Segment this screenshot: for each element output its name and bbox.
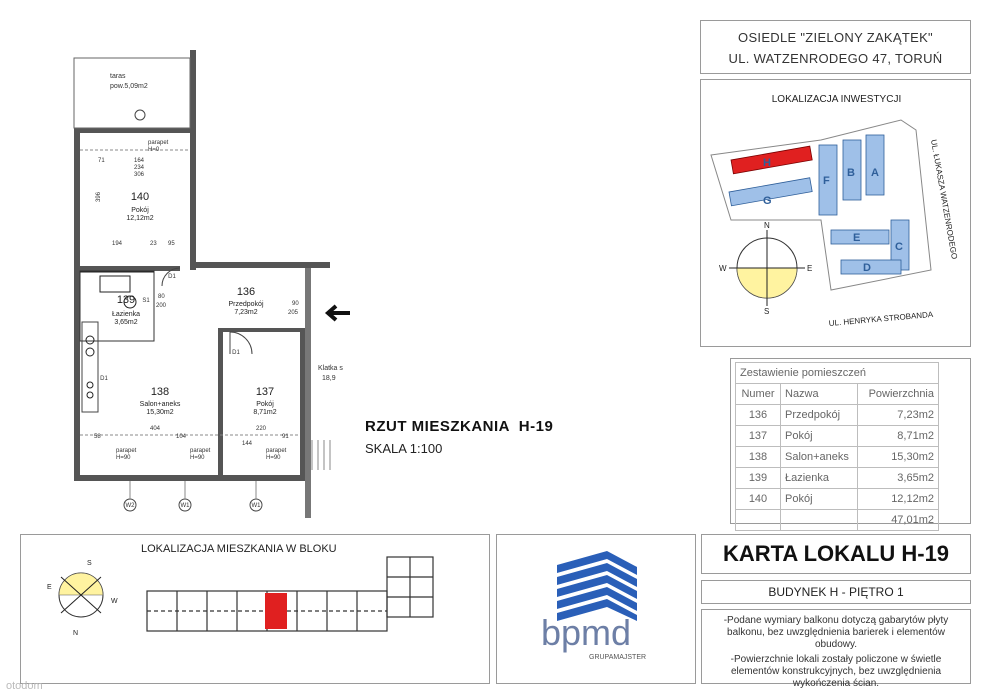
room-name: Przedpokój (228, 301, 264, 308)
street-label: UL. HENRYKA STROBANDA (828, 309, 934, 328)
room-area: 7,23m2 (234, 309, 258, 316)
window-tag: W1 (180, 503, 190, 509)
note-text: -Podane wymiary balkonu dotyczą gabarytów płyty balkonu, bez uwzględnienia barierek i elementów obudowy. (723, 615, 949, 650)
room-number-cell: 137 (736, 426, 781, 447)
logo-panel (496, 534, 696, 684)
column-header: Powierzchnia (858, 384, 939, 405)
parapet-height: H=90 (116, 455, 131, 461)
building-floor: BUDYNEK H - PIĘTRO 1 (768, 585, 904, 599)
dim-text: 95 (168, 241, 175, 247)
building-label: H (763, 157, 771, 169)
watermark: otodom (6, 680, 43, 692)
dim-text: 71 (98, 158, 105, 164)
room-number: 137 (255, 386, 275, 398)
room-area: 15,30m2 (146, 409, 174, 416)
card-title-box (701, 534, 971, 574)
compass-s: S (87, 560, 92, 567)
plan-scale: SKALA 1:100 (365, 441, 443, 456)
terrace-area: pow.5,09m2 (110, 83, 148, 90)
parapet-label: parapet (116, 448, 137, 454)
estate-name: OSIEDLE "ZIELONY ZAKĄTEK" (738, 30, 933, 45)
table-row (736, 405, 939, 426)
dim-text: 23 (150, 241, 157, 247)
dim-text: 164 (134, 158, 145, 164)
room-number-cell: 139 (736, 468, 781, 489)
room-area: 3,65m2 (114, 319, 138, 326)
room-number: 139 (116, 294, 136, 306)
room-name-cell: Łazienka (781, 468, 858, 489)
rooms-table (735, 362, 939, 531)
dim-text: 205 (288, 310, 299, 316)
room-number: 140 (130, 191, 150, 203)
compass-e: E (807, 264, 813, 273)
table-header-row (736, 384, 939, 405)
room-area-cell: 3,65m2 (858, 468, 939, 489)
compass-icon (47, 560, 118, 637)
plan-title: RZUT MIESZKANIA H-19 (365, 418, 554, 435)
door-tag: D1 (100, 376, 108, 382)
table-row (736, 468, 939, 489)
compass-n: N (764, 221, 770, 230)
table-row (736, 489, 939, 510)
room-summary-table (730, 358, 971, 524)
window-tag: W2 (125, 503, 135, 509)
dim-text: 80 (158, 294, 165, 300)
building-label: F (823, 175, 830, 187)
dim-text: 306 (134, 172, 145, 178)
parapet-label: parapet (190, 448, 211, 454)
street-label: UL. ŁUKASZA WATZENRODEGO (929, 138, 959, 260)
parapet-label: parapet (266, 448, 287, 454)
room-number: 138 (150, 386, 170, 398)
door-tag: S1 (142, 298, 150, 304)
room-area: 8,71m2 (253, 409, 277, 416)
map-title: LOKALIZACJA INWESTYCJI (771, 94, 902, 105)
stair-label: Klatka s (318, 365, 343, 372)
table-caption: Zestawienie pomieszczeń (736, 363, 939, 384)
door-tag: D1 (168, 274, 176, 280)
logo-subtext: GRUPAMAJSTER (589, 654, 647, 661)
room-name-cell: Pokój (781, 489, 858, 510)
column-header: Nazwa (781, 384, 858, 405)
dim-text: 194 (112, 241, 123, 247)
room-area-cell: 8,71m2 (858, 426, 939, 447)
building-label: C (895, 241, 903, 253)
building-label: A (871, 167, 879, 179)
total-area: 47,01m2 (858, 510, 939, 531)
dim-text: 200 (156, 303, 167, 309)
room-area-cell: 15,30m2 (858, 447, 939, 468)
parapet-height: H=90 (266, 455, 281, 461)
compass-n: N (73, 630, 79, 637)
room-area-cell: 12,12m2 (858, 489, 939, 510)
floor-plan (60, 40, 360, 525)
room-area-cell: 7,23m2 (858, 405, 939, 426)
dim-text: 91 (282, 434, 289, 440)
room-name: Łazienka (111, 311, 141, 318)
dim-text: 104 (176, 434, 187, 440)
investment-map (700, 79, 971, 347)
room-area: 12,12m2 (126, 215, 154, 222)
room-name: Pokój (256, 401, 274, 408)
parapet-height: H=0 (148, 147, 160, 153)
table-row (736, 447, 939, 468)
estate-header (700, 20, 971, 74)
building-label: B (847, 167, 855, 179)
building-label: E (853, 232, 861, 244)
room-name: Salon+aneks (139, 401, 181, 408)
note-text: -Powierzchnie lokali zostały policzone w świetle elementów konstrukcyjnych, bez uwzględnienia wykończenia ścian. (730, 654, 942, 689)
dim-text: 220 (256, 426, 267, 432)
table-total-row (736, 510, 939, 531)
compass-s: S (764, 307, 770, 316)
table-row (736, 426, 939, 447)
building-label: D (863, 262, 871, 274)
terrace-name: taras (110, 73, 126, 80)
card-title: KARTA LOKALU H-19 (722, 541, 950, 566)
room-name-cell: Pokój (781, 426, 858, 447)
building-floor-box (701, 580, 971, 604)
block-location (20, 534, 490, 684)
room-name-cell: Salon+aneks (781, 447, 858, 468)
column-header: Numer (736, 384, 781, 405)
window-tag: W1 (251, 503, 261, 509)
compass-e: E (47, 584, 52, 591)
bpmd-logo-icon (497, 535, 695, 683)
room-number: 136 (236, 286, 256, 298)
room-name: Pokój (131, 207, 149, 214)
dim-text: 90 (292, 301, 299, 307)
compass-w: W (111, 598, 118, 605)
compass-w: W (719, 264, 727, 273)
notes-box (701, 609, 971, 689)
room-name-cell: Przedpokój (781, 405, 858, 426)
room-number-cell: 138 (736, 447, 781, 468)
dim-text: 234 (134, 165, 145, 171)
logo-text: bpmd (541, 612, 632, 653)
building-label: G (763, 195, 772, 207)
dim-text: 404 (150, 426, 161, 432)
door-tag: D1 (232, 350, 240, 356)
dim-text: 58 (94, 434, 101, 440)
compass-icon (719, 221, 812, 316)
parapet-height: H=90 (190, 455, 205, 461)
block-location-title: LOKALIZACJA MIESZKANIA W BLOKU (141, 543, 337, 555)
estate-address: UL. WATZENRODEGO 47, TORUŃ (728, 51, 943, 66)
room-number-cell: 140 (736, 489, 781, 510)
parapet-label: parapet (148, 140, 169, 146)
dim-text: 144 (242, 441, 253, 447)
dim-text: 396 (96, 191, 102, 202)
room-number-cell: 136 (736, 405, 781, 426)
stair-area: 18,9 (322, 375, 336, 382)
